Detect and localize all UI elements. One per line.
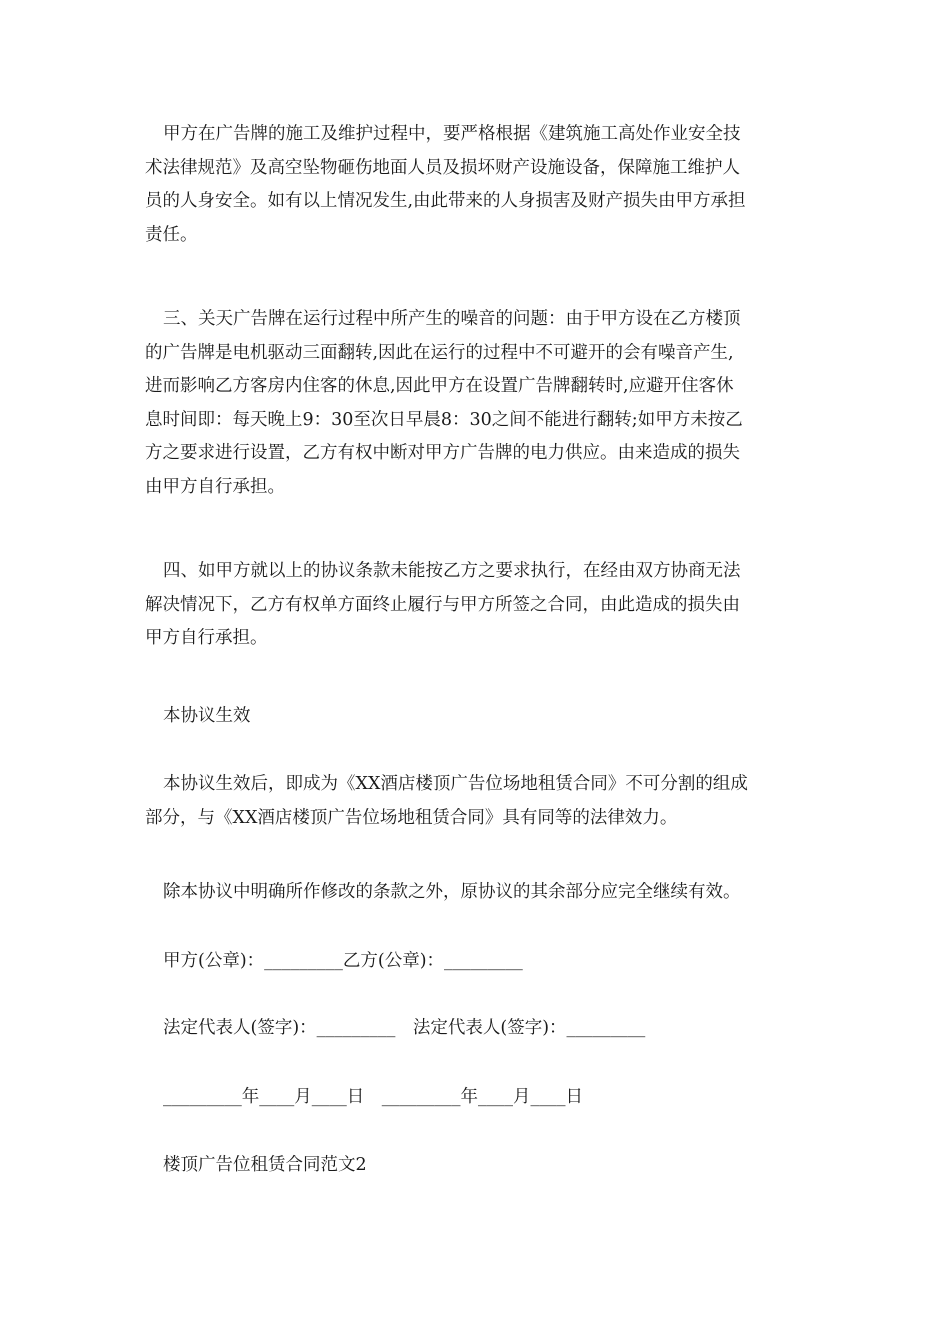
paragraph-termination-clause (145, 555, 810, 656)
signature-dates: _________年____月____日 _________年____月____日 (163, 1087, 583, 1107)
paragraph-effective-heading (145, 700, 810, 734)
text-line: 方之要求进行设置，乙方有权中断对甲方广告牌的电力供应。由来造成的损失 (145, 443, 740, 463)
text-line: 术法律规范》及高空坠物砸伤地面人员及损坏财产设施设备，保障施工维护人 (145, 157, 740, 178)
text-line: 甲方自行承担。 (145, 628, 268, 648)
text-line: 部分，与《XX酒店楼顶广告位场地租赁合同》具有同等的法律效力。 (145, 807, 678, 828)
text-line: 除本协议中明确所作修改的条款之外，原协议的其余部分应完全继续有效。 (163, 882, 741, 902)
text-line: 解决情况下，乙方有权单方面终止履行与甲方所签之合同，由此造成的损失由 (145, 594, 740, 615)
paragraph-noise-clause (145, 303, 810, 504)
next-document-title: 楼顶广告位租赁合同范文2 (163, 1155, 367, 1175)
text-line: 四、如甲方就以上的协议条款未能按乙方之要求执行，在经由双方协商无法 (163, 561, 741, 581)
paragraph-effective-clause (145, 768, 810, 835)
text-line: 员的人身安全。如有以上情况发生,由此带来的人身损害及财产损失由甲方承担 (145, 191, 746, 211)
text-line: 本协议生效后，即成为《XX酒店楼顶广告位场地租赁合同》不可分割的组成 (163, 774, 748, 794)
signature-representatives: 法定代表人(签字)：_________ 法定代表人(签字)：_________ (163, 1018, 646, 1038)
text-line: 由甲方自行承担。 (145, 476, 285, 497)
text-line: 责任。 (145, 224, 198, 245)
paragraph-remaining-terms (145, 876, 810, 910)
text-line: 甲方在广告牌的施工及维护过程中，要严格根据《建筑施工高处作业安全技 (163, 124, 741, 144)
text-line: 进而影响乙方客房内住客的休息,因此甲方在设置广告牌翻转时,应避开住客休 (145, 376, 734, 396)
text-line: 本协议生效 (163, 706, 251, 726)
text-line: 的广告牌是电机驱动三面翻转,因此在运行的过程中不可避开的会有噪音产生, (145, 342, 734, 363)
text-line: 息时间即：每天晚上9：30至次日早晨8：30之间不能进行翻转;如甲方未按乙 (145, 409, 743, 430)
paragraph-construction-safety (145, 118, 810, 252)
signature-parties: 甲方(公章)：_________乙方(公章)：_________ (163, 951, 523, 971)
text-line: 三、关天广告牌在运行过程中所产生的噪音的问题：由于甲方设在乙方楼顶 (163, 309, 741, 329)
